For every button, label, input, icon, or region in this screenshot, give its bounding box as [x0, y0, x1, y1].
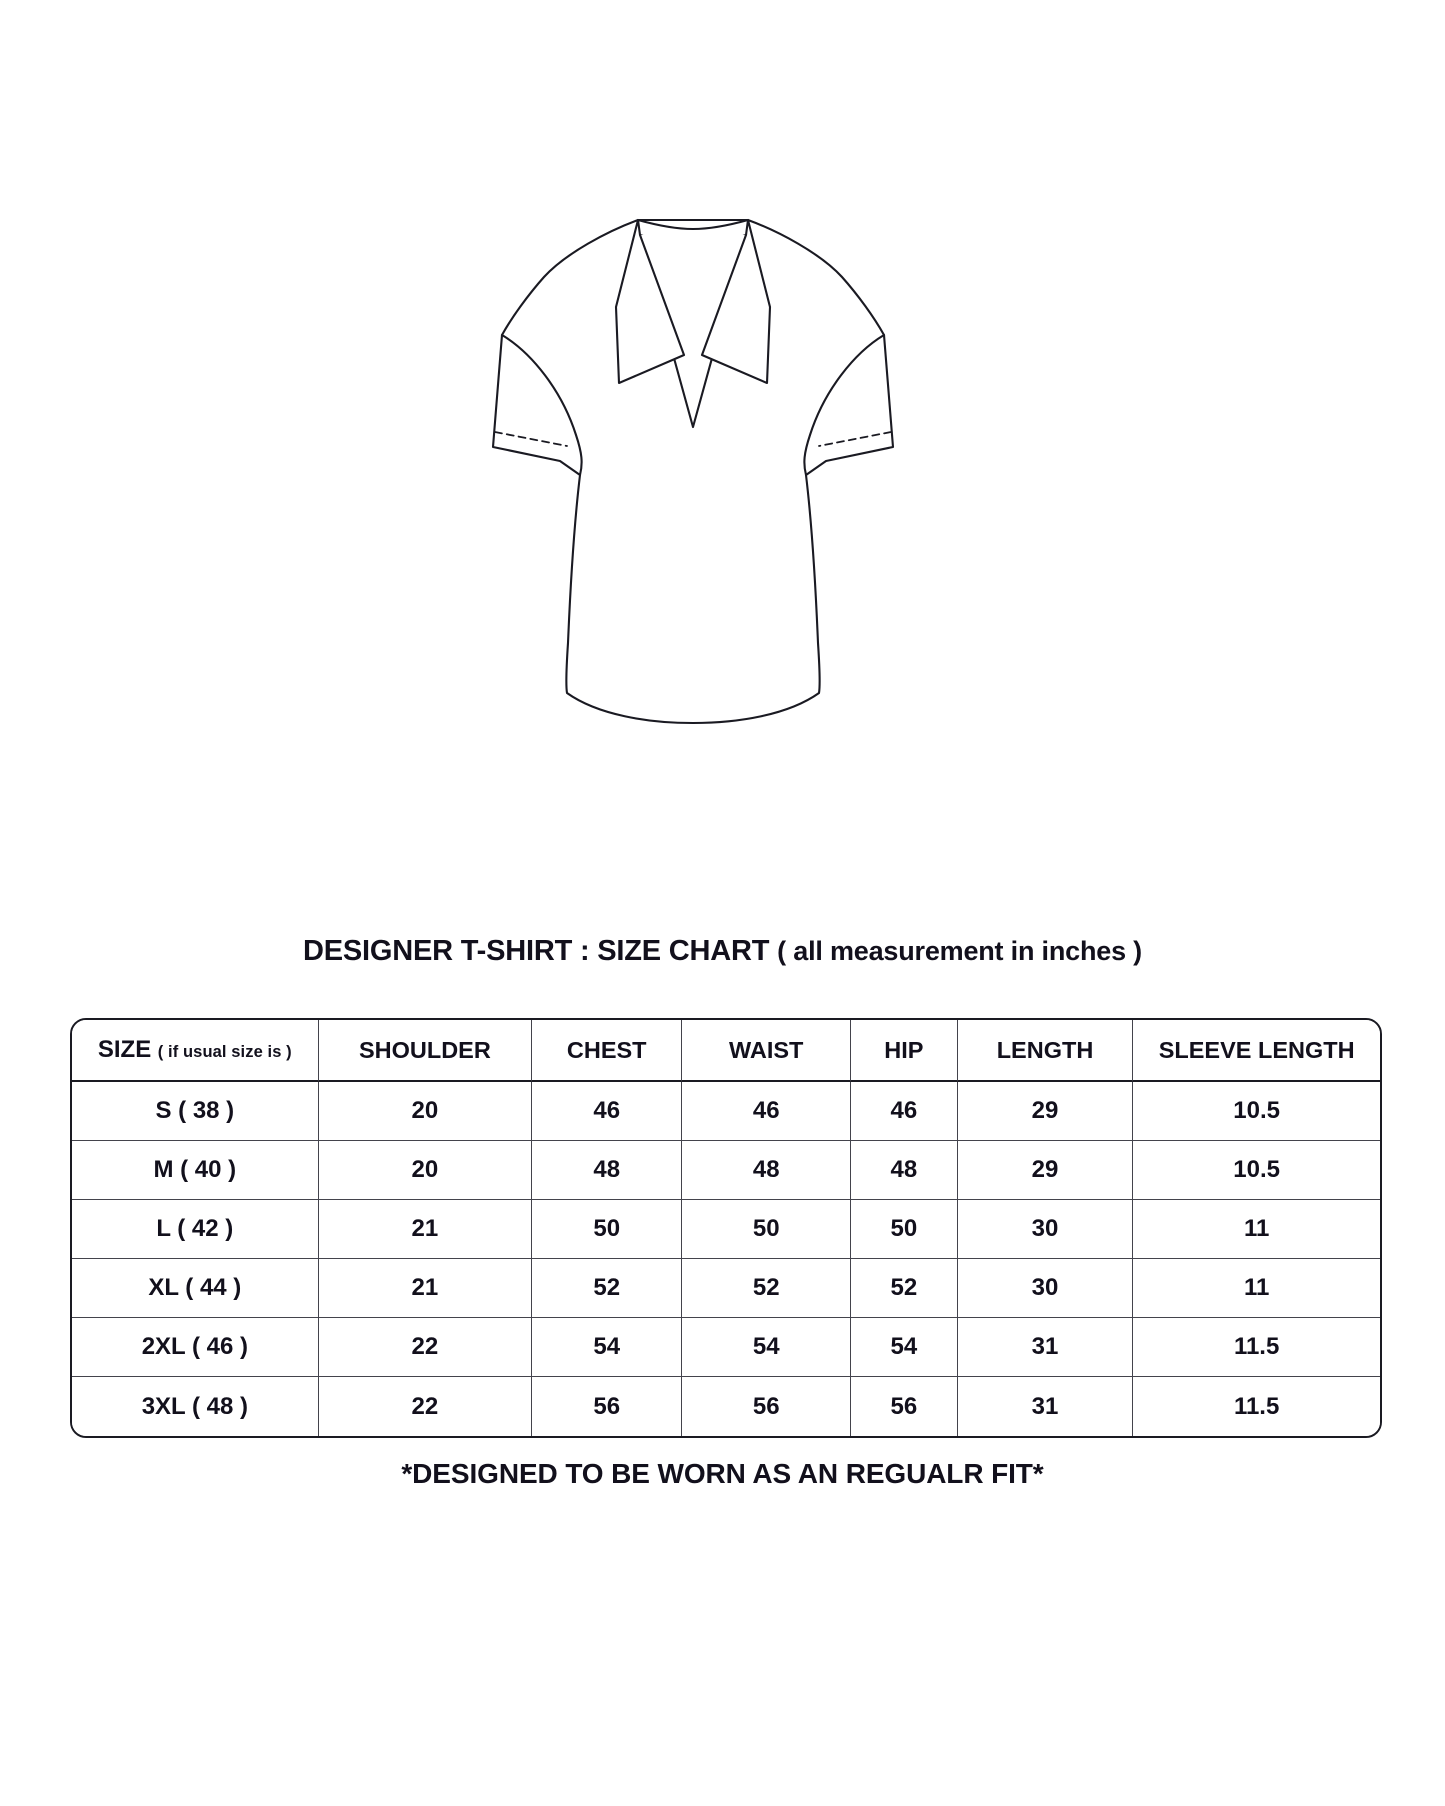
cell-shoulder: 21: [319, 1259, 532, 1318]
cell-size: S ( 38 ): [72, 1082, 319, 1141]
column-header-waist: WAIST: [682, 1020, 851, 1082]
fit-note: *DESIGNED TO BE WORN AS AN REGUALR FIT*: [401, 1458, 1044, 1489]
garment-illustration: [0, 195, 1445, 795]
cell-hip: 48: [851, 1141, 958, 1200]
column-header-sleeve-length: SLEEVE LENGTH: [1133, 1020, 1380, 1082]
cell-shoulder: 20: [319, 1141, 532, 1200]
column-header-shoulder: SHOULDER: [319, 1020, 532, 1082]
column-header-chest: CHEST: [532, 1020, 682, 1082]
table-header: [72, 1020, 1380, 1082]
cell-chest: 46: [532, 1082, 682, 1141]
table-row: [72, 1141, 1380, 1200]
column-header-hip: HIP: [851, 1020, 958, 1082]
cell-chest: 48: [532, 1141, 682, 1200]
cell-waist: 56: [682, 1377, 851, 1436]
polo-shirt-icon: [488, 195, 958, 735]
cell-length: 31: [958, 1318, 1134, 1377]
column-header-size-note: ( if usual size is ): [157, 1043, 292, 1061]
table-row: [72, 1259, 1380, 1318]
table-row: [72, 1200, 1380, 1259]
column-header-length: LENGTH: [958, 1020, 1134, 1082]
cell-hip: 56: [851, 1377, 958, 1436]
cell-sleeve-length: 11: [1133, 1200, 1380, 1259]
page-title-sub: ( all measurement in inches ): [777, 936, 1142, 966]
table-body: [72, 1082, 1380, 1436]
table-row: [72, 1082, 1380, 1141]
cell-chest: 50: [532, 1200, 682, 1259]
table-row: [72, 1377, 1380, 1436]
cell-hip: 54: [851, 1318, 958, 1377]
cell-shoulder: 22: [319, 1318, 532, 1377]
page-title-main: DESIGNER T-SHIRT : SIZE CHART: [303, 935, 770, 967]
table-header-row: [72, 1020, 1380, 1082]
cell-size: L ( 42 ): [72, 1200, 319, 1259]
cell-sleeve-length: 11.5: [1133, 1377, 1380, 1436]
cell-size: 3XL ( 48 ): [72, 1377, 319, 1436]
cell-waist: 46: [682, 1082, 851, 1141]
cell-length: 31: [958, 1377, 1134, 1436]
cell-waist: 48: [682, 1141, 851, 1200]
column-header-size: [72, 1020, 319, 1082]
cell-sleeve-length: 11: [1133, 1259, 1380, 1318]
column-header-size-main: SIZE: [97, 1036, 152, 1063]
cell-length: 30: [958, 1200, 1134, 1259]
cell-chest: 54: [532, 1318, 682, 1377]
cell-length: 30: [958, 1259, 1134, 1318]
cell-length: 29: [958, 1141, 1134, 1200]
cell-shoulder: 20: [319, 1082, 532, 1141]
cell-size: XL ( 44 ): [72, 1259, 319, 1318]
size-chart-table: [70, 1018, 1382, 1438]
cell-waist: 52: [682, 1259, 851, 1318]
cell-hip: 52: [851, 1259, 958, 1318]
cell-sleeve-length: 10.5: [1133, 1082, 1380, 1141]
page-title: [0, 935, 1445, 968]
cell-size: M ( 40 ): [72, 1141, 319, 1200]
cell-chest: 52: [532, 1259, 682, 1318]
cell-shoulder: 22: [319, 1377, 532, 1436]
cell-length: 29: [958, 1082, 1134, 1141]
size-chart-table-container: [70, 1018, 1382, 1438]
cell-chest: 56: [532, 1377, 682, 1436]
cell-size: 2XL ( 46 ): [72, 1318, 319, 1377]
cell-waist: 50: [682, 1200, 851, 1259]
cell-hip: 50: [851, 1200, 958, 1259]
table-row: [72, 1318, 1380, 1377]
cell-hip: 46: [851, 1082, 958, 1141]
cell-waist: 54: [682, 1318, 851, 1377]
cell-sleeve-length: 11.5: [1133, 1318, 1380, 1377]
cell-shoulder: 21: [319, 1200, 532, 1259]
cell-sleeve-length: 10.5: [1133, 1141, 1380, 1200]
